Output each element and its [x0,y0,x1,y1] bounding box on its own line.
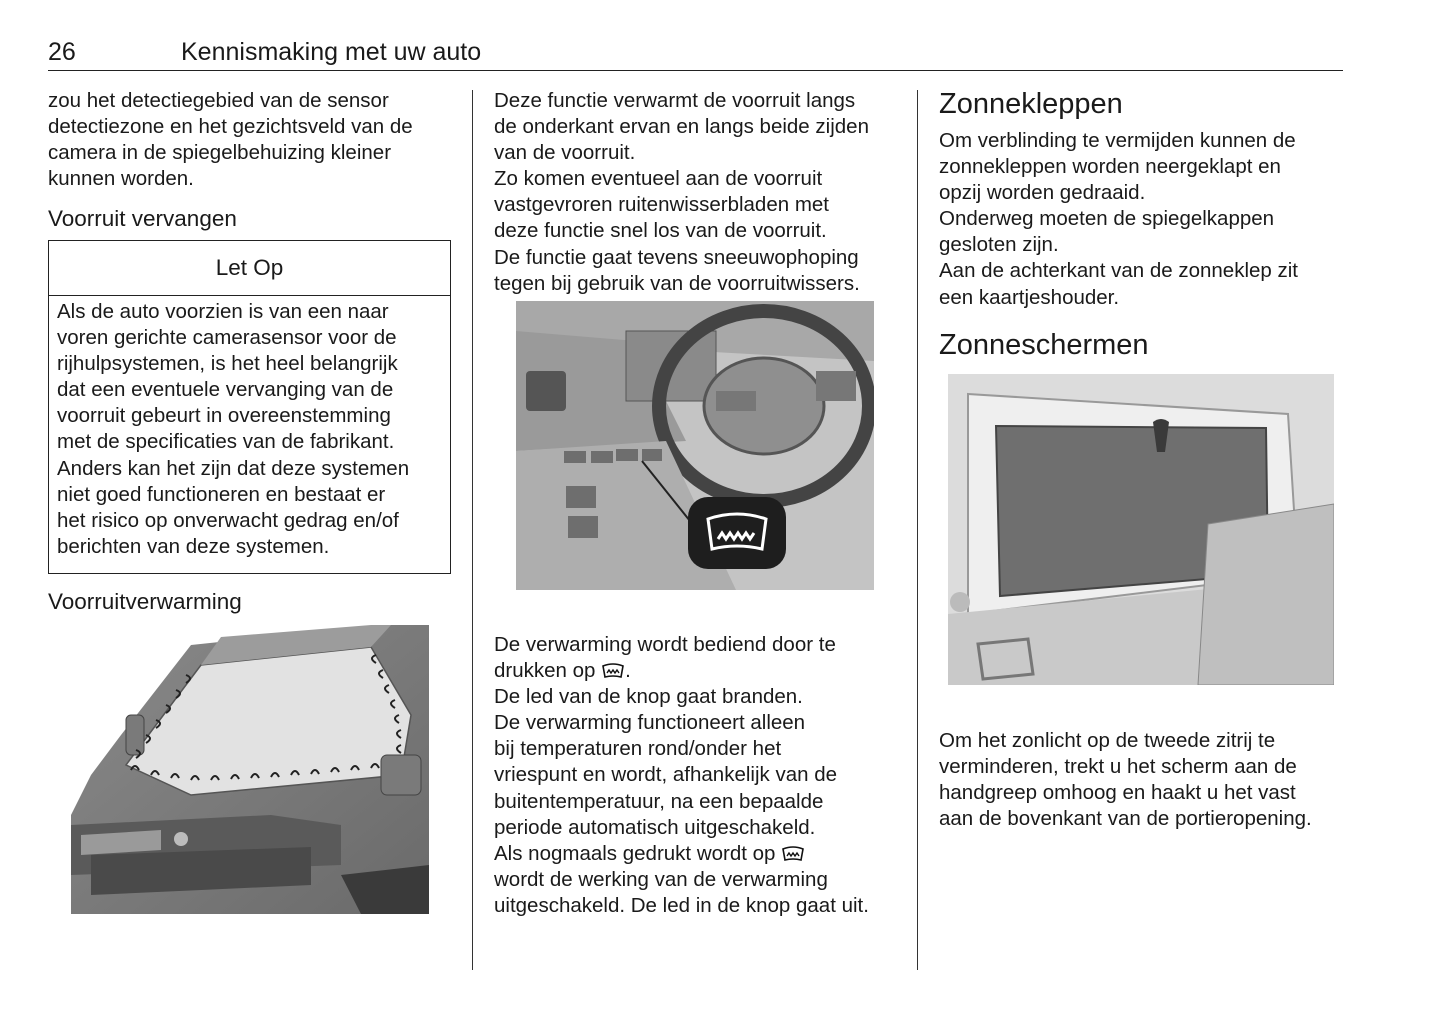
text-segment: Als nogmaals gedrukt wordt op [494,841,782,865]
heading-windshield-heating: Voorruitverwarming [48,589,242,614]
text-line: vriespunt en wordt, afhankelijk van de [494,763,838,787]
notice-line: voren gerichte camerasensor voor de [57,326,397,350]
text-line: deze functie snel los van de voorruit. [494,219,827,243]
windshield-heater-icon [781,846,805,862]
text-line: Om het zonlicht op de tweede zitrij te [939,729,1276,752]
intro-line: camera in de spiegelbehuizing kleiner [48,141,392,165]
column-divider-left [472,90,473,970]
text-line: De verwarming wordt bediend door te [494,633,836,656]
text-segment: . [625,659,631,683]
text-line: een kaartjeshouder. [939,285,1120,309]
windshield-heater-icon [601,663,625,679]
heading-sun-visors: Zonnekleppen [939,88,1123,120]
intro-line: kunnen worden. [48,167,194,191]
page-number: 26 [48,38,76,66]
column-middle [494,88,898,297]
text-line: bij temperaturen rond/onder het [494,737,782,761]
notice-box [48,240,451,574]
sun-shade-illustration [948,374,1334,685]
intro-line: detectiezone en het gezichtsveld van de [48,115,413,139]
text-line-with-icon [494,658,898,684]
intro-line: zou het detectiegebied van de sensor [48,89,389,112]
text-line: vastgevroren ruitenwisserbladen met [494,193,829,217]
text-line: Om verblinding te vermijden kunnen de [939,129,1296,152]
text-line: aan de bovenkant van de portieropening. [939,807,1312,831]
column-divider-right [917,90,918,970]
notice-line: dat een eventuele vervanging van de [57,378,394,402]
heading-windshield-replace: Voorruit vervangen [48,206,237,231]
text-line: Aan de achterkant van de zonneklep zit [939,259,1298,283]
notice-title: Let Op [49,241,450,296]
text-line: opzij worden gedraaid. [939,181,1146,205]
page-header [48,38,1343,71]
notice-line: niet goed functioneren en bestaat er [57,482,386,506]
heading-sun-shades: Zonneschermen [939,329,1149,361]
text-line: De led van de knop gaat branden. [494,685,803,709]
text-line: Deze functie verwarmt de voorruit langs [494,89,856,112]
text-line: wordt de werking van de verwarming [494,867,828,891]
text-line: uitgeschakeld. De led in de knop gaat uit. [494,893,869,917]
figure-sun-shade [948,374,1334,685]
notice-line: het risico op onverwacht gedrag en/of [57,508,399,532]
text-line: handgreep omhoog en haakt u het vast [939,781,1296,805]
text-line: Zo komen eventueel aan de voorruit [494,167,823,191]
figure-dashboard [516,301,874,590]
column-middle-bottom [494,632,898,919]
text-line: verminderen, trekt u het scherm aan de [939,755,1297,779]
text-line: tegen bij gebruik van de voorruitwissers. [494,271,860,295]
text-line: de onderkant ervan en langs beide zijden [494,115,869,139]
figure-heated-windshield [71,625,429,914]
text-segment: drukken op [494,659,602,683]
text-line-with-icon [494,841,898,867]
text-line: gesloten zijn. [939,233,1059,257]
dashboard-illustration [516,301,874,590]
column-right [939,86,1343,311]
text-line: De functie gaat tevens sneeuwophoping [494,245,859,269]
text-line: zonnekleppen worden neergeklapt en [939,155,1281,179]
van-front-illustration [71,625,429,914]
text-line: Onderweg moeten de spiegelkappen [939,207,1275,231]
notice-line: berichten van deze systemen. [57,534,330,558]
text-line: van de voorruit. [494,141,636,165]
notice-line: Als de auto voorzien is van een naar [57,300,389,323]
column-right-bottom [939,728,1343,832]
text-line: periode automatisch uitgeschakeld. [494,815,816,839]
text-line: buitentemperatuur, na een bepaalde [494,789,824,813]
text-line: De verwarming functioneert alleen [494,711,806,735]
notice-line: rijhulpsystemen, is het heel belangrijk [57,352,398,376]
notice-body [49,296,450,560]
column-left [48,88,452,192]
chapter-title: Kennismaking met uw auto [181,38,482,66]
notice-line: met de specificaties van de fabrikant. [57,430,395,454]
notice-line: Anders kan het zijn dat deze systemen [57,456,410,480]
notice-line: voorruit gebeurt in overeenstemming [57,404,391,428]
